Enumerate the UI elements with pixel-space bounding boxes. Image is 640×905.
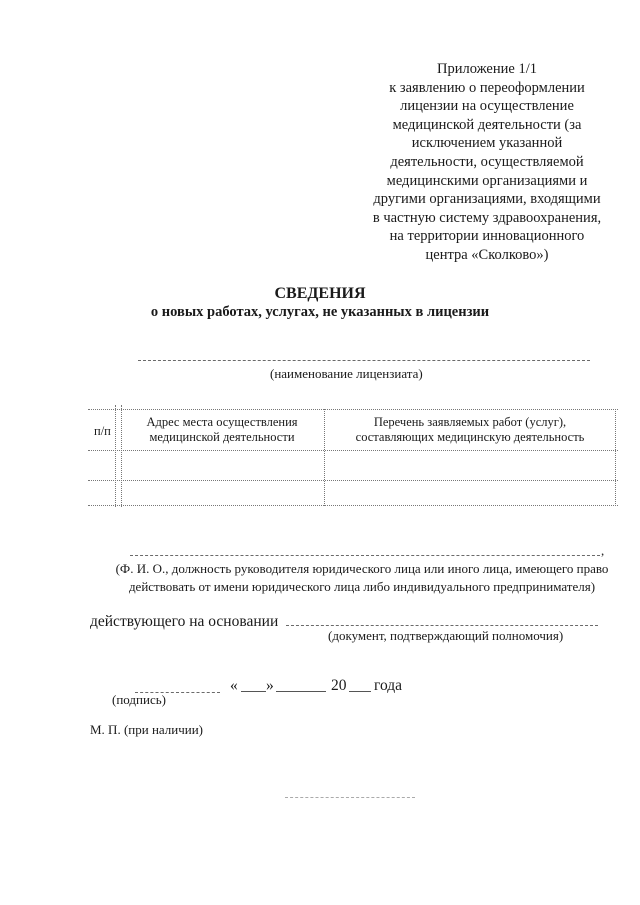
licensee-name-field[interactable] xyxy=(138,360,590,361)
table-bottom-border xyxy=(88,505,618,506)
acting-caption: (документ, подтверждающий полномочия) xyxy=(328,628,564,643)
column-header-address: Адрес места осуществления медицинской деятельности xyxy=(146,415,298,444)
appendix-line: исключением указанной xyxy=(411,135,563,152)
table-cell-works[interactable] xyxy=(325,451,615,480)
signature-caption: (подпись) xyxy=(112,692,166,707)
appendix-header xyxy=(352,60,622,265)
date-quote-close: » xyxy=(266,677,274,694)
authority-document-field[interactable] xyxy=(286,625,598,626)
table-col-border xyxy=(115,405,116,507)
signer-caption: (Ф. И. О., должность руководителя юридического лица или иного лица, имеющего право действовать от имени юридического лица либо индивидуального предпринимателя) xyxy=(115,561,609,594)
column-header-number: п/п xyxy=(94,424,111,438)
date-year-word: года xyxy=(374,677,403,694)
date-quote-open: « xyxy=(230,677,238,694)
document-subtitle: о новых работах, услугах, не указанных в лицензии xyxy=(150,304,490,320)
date-century: 20 xyxy=(331,677,347,694)
document-title: СВЕДЕНИЯ xyxy=(274,285,366,302)
signer-name-field[interactable] xyxy=(130,555,600,556)
appendix-line: к заявлению о переоформлении xyxy=(389,79,585,96)
table-row-border xyxy=(88,480,618,481)
table-top-border xyxy=(88,409,618,410)
table-col-border xyxy=(615,409,616,506)
bottom-line xyxy=(285,797,415,798)
licensee-caption: (наименование лицензиата) xyxy=(270,366,423,381)
appendix-line: медицинскими организациями и xyxy=(386,172,588,189)
appendix-line: деятельности, осуществляемой xyxy=(390,153,584,170)
signer-comma: , xyxy=(601,543,605,558)
appendix-line: в частную систему здравоохранения, xyxy=(372,209,602,226)
appendix-line: центра «Сколково») xyxy=(425,246,549,263)
date-day-field[interactable] xyxy=(241,691,266,692)
table-cell-address[interactable] xyxy=(122,451,324,480)
seal-note: М. П. (при наличии) xyxy=(90,722,204,737)
date-month-field[interactable] xyxy=(276,691,326,692)
appendix-line: медицинской деятельности (за xyxy=(392,116,582,133)
date-year-field[interactable] xyxy=(349,691,371,692)
appendix-line: на территории инновационного xyxy=(389,228,585,245)
appendix-line: другими организациями, входящими xyxy=(373,191,601,208)
column-header-works: Перечень заявляемых работ (услуг), составляющих медицинскую деятельность xyxy=(355,415,585,444)
acting-label: действующего на основании xyxy=(90,613,279,630)
appendix-line: лицензии на осуществление xyxy=(400,98,574,115)
appendix-line: Приложение 1/1 xyxy=(437,61,537,77)
